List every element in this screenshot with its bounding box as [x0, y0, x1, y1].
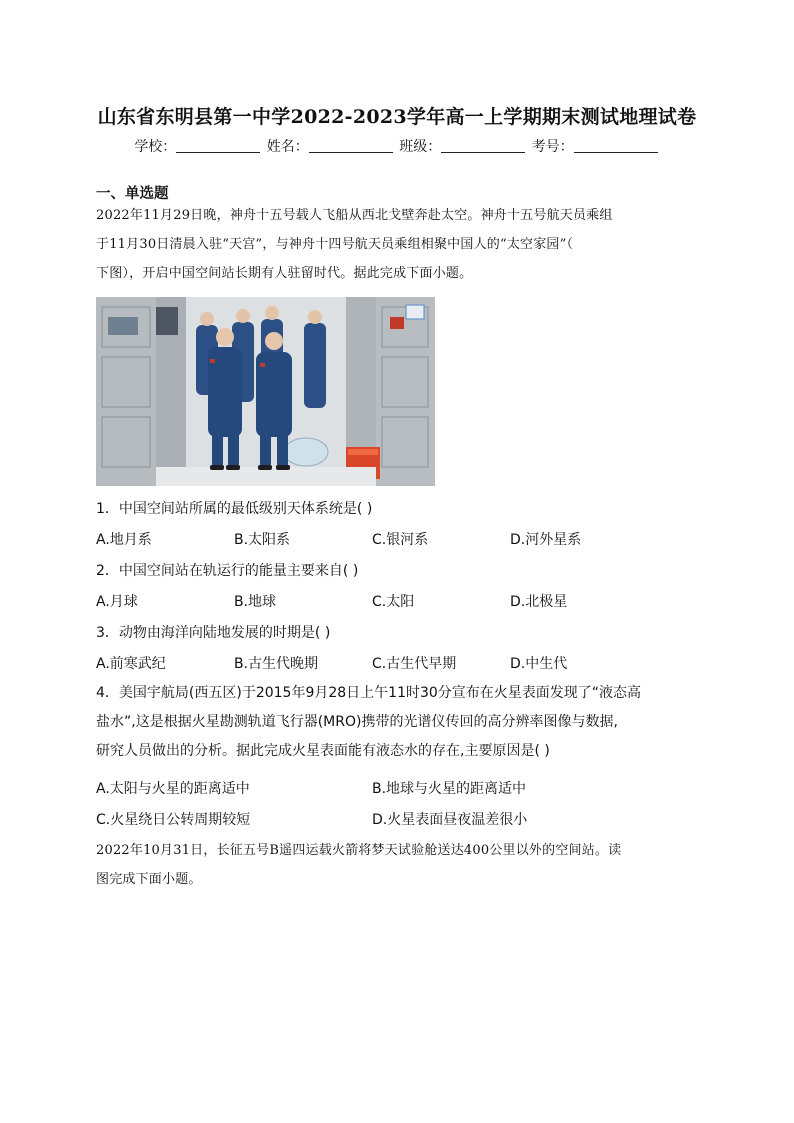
question-4-option-d[interactable]: D.火星表面昼夜温差很小 [372, 812, 528, 828]
school-blank[interactable] [176, 138, 260, 153]
question-2-option-a[interactable]: A.月球 [96, 594, 138, 610]
question-4-line: 4．美国宇航局(西五区)于2015年9月28日上午11时30分宣布在火星表面发现了“液态高 [96, 685, 642, 701]
question-1-option-c[interactable]: C.银河系 [372, 532, 429, 548]
student-info-row [0, 136, 794, 156]
class-label: 班级： [399, 139, 442, 155]
exam-number-blank[interactable] [574, 138, 658, 153]
school-label: 学校： [134, 139, 177, 155]
question-1-option-d[interactable]: D.河外星系 [510, 532, 582, 548]
question-4-option-a[interactable]: A.太阳与火星的距离适中 [96, 781, 250, 797]
question-4-line: 研究人员做出的分析。据此完成火星表面能有液态水的存在,主要原因是( ) [96, 743, 550, 759]
question-4-line: 盐水”,这是根据火星勘测轨道飞行器(MRO)携带的光谱仪传回的高分辨率图像与数据, [96, 714, 618, 730]
question-1-option-b[interactable]: B.太阳系 [234, 532, 291, 548]
reading-passage-1 [96, 201, 700, 288]
question-2-option-c[interactable]: C.太阳 [372, 594, 415, 610]
passage-line: 图完成下面小题。 [96, 872, 202, 887]
question-3-option-c[interactable]: C.古生代早期 [372, 656, 457, 672]
question-4-option-b[interactable]: B.地球与火星的距离适中 [372, 781, 527, 797]
passage-line: 2022年11月29日晚，神舟十五号载人飞船从西北戈壁奔赴太空。神舟十五号航天员乘组 [96, 208, 613, 223]
exam-number-label: 考号： [531, 139, 574, 155]
question-1-stem: 1．中国空间站所属的最低级别天体系统是( ) [96, 501, 373, 517]
space-station-photo [96, 297, 435, 486]
question-2-stem: 2．中国空间站在轨运行的能量主要来自( ) [96, 563, 359, 579]
question-1-option-a[interactable]: A.地月系 [96, 532, 152, 548]
passage-line: 下图），开启中国空间站长期有人驻留时代。据此完成下面小题。 [96, 266, 473, 281]
question-4-stem [96, 679, 702, 766]
section-heading: 一、单选题 [96, 186, 169, 202]
exam-title: 山东省东明县第一中学2022-2023学年高一上学期期末测试地理试卷 [97, 106, 697, 128]
question-3-stem: 3．动物由海洋向陆地发展的时期是( ) [96, 625, 331, 641]
passage-line: 2022年10月31日，长征五号B遥四运载火箭将梦天试验舱送达400公里以外的空间站。读 [96, 843, 622, 858]
passage-line: 于11月30日清晨入驻“天宫”，与神舟十四号航天员乘组相聚中国人的“太空家园”（ [96, 237, 574, 252]
name-label: 姓名： [266, 139, 309, 155]
reading-passage-2 [96, 836, 700, 894]
question-3-option-a[interactable]: A.前寒武纪 [96, 656, 166, 672]
question-4-option-c[interactable]: C.火星绕日公转周期较短 [96, 812, 251, 828]
question-3-option-b[interactable]: B.古生代晚期 [234, 656, 319, 672]
name-blank[interactable] [309, 138, 393, 153]
question-2-option-b[interactable]: B.地球 [234, 594, 277, 610]
class-blank[interactable] [441, 138, 525, 153]
question-2-option-d[interactable]: D.北极星 [510, 594, 568, 610]
question-3-option-d[interactable]: D.中生代 [510, 656, 568, 672]
